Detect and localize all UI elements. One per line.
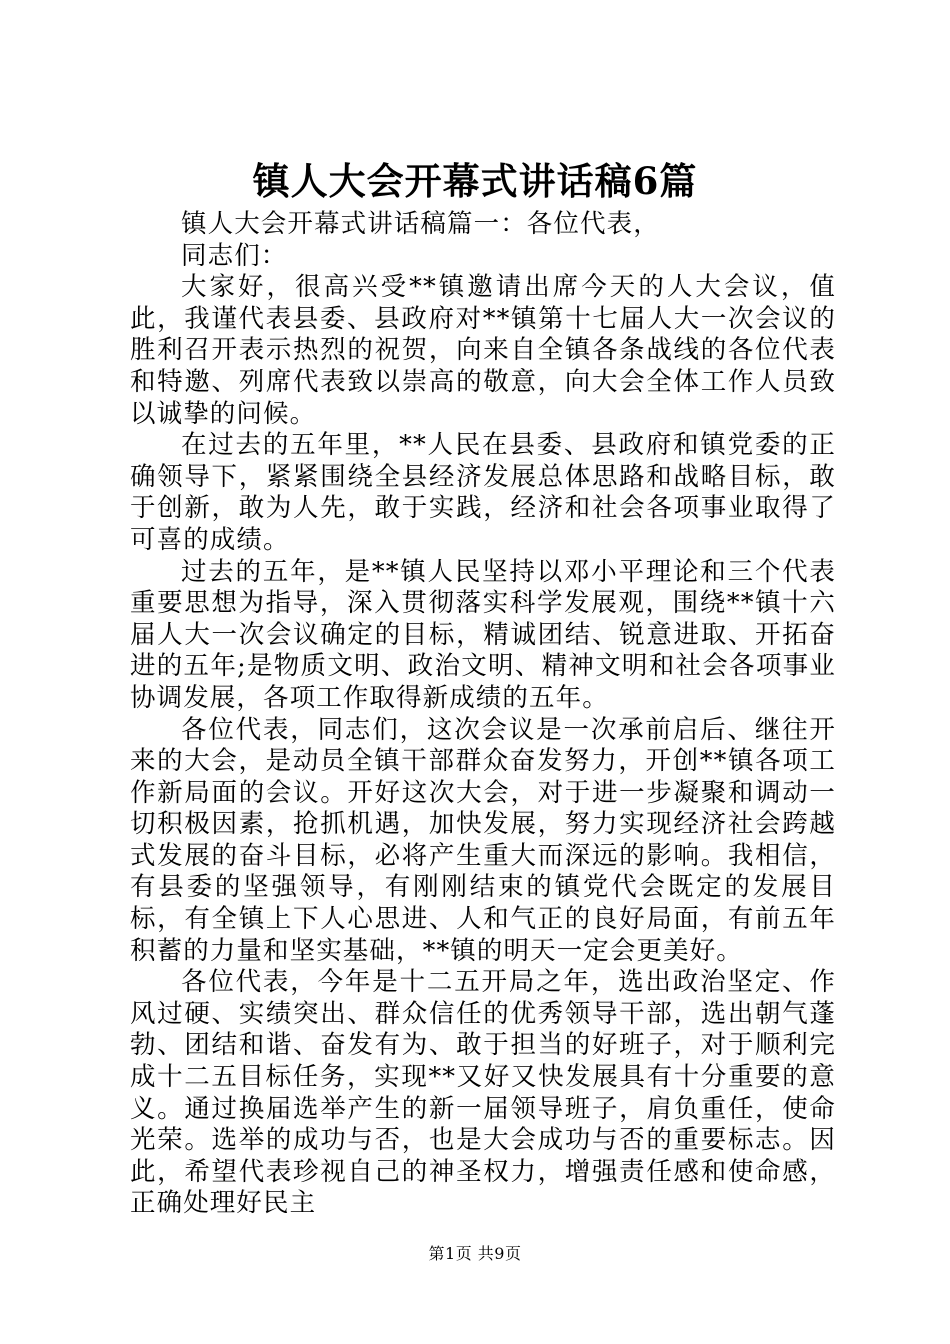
paragraph: 同志们： [181,240,288,271]
paragraph: 各位代表，今年是十二五开局之年，选出政治坚定、作风过硬、实绩突出、群众信任的优秀领导干部，选出朝气蓬勃、团结和谐、奋发有为、敢于担当的好班子，对于顺利完成十二五目标任务，实现**又好又快发展具有十分重要的意义。通过换届选举产生的新一届领导班子，肩负重任，使命光荣。选举的成功与否，也是大会成功与否的重要标志。因此，希望代表珍视自己的神圣权力，增强责任感和使命感，正确处理好民主 [130,967,836,1219]
paragraph: 镇人大会开幕式讲话稿篇一：各位代表， [181,209,660,239]
paragraph: 大家好，很高兴受**镇邀请出席今天的人大会议，值此，我谨代表县委、县政府对**镇第十七届人大一次会议的胜利召开表示热烈的祝贺，向来自全镇各条战线的各位代表和特邀、列席代表致以崇高的敬意，向大会全体工作人员致以诚挚的问候。 [130,272,836,429]
paragraph: 过去的五年，是**镇人民坚持以邓小平理论和三个代表重要思想为指导，深入贯彻落实科学发展观，围绕**镇十六届人大一次会议确定的目标，精诚团结、锐意进取、开拓奋进的五年;是物质文明、政治文明、精神文明和社会各项事业协调发展，各项工作取得新成绩的五年。 [130,556,836,713]
document-body [130,209,836,1220]
paragraph: 各位代表，同志们，这次会议是一次承前启后、继往开来的大会，是动员全镇干部群众奋发努力，开创**镇各项工作新局面的会议。开好这次大会，对于进一步凝聚和调动一切积极因素，抢抓机遇，加快发展，努力实现经济社会跨越式发展的奋斗目标，必将产生重大而深远的影响。我相信，有县委的坚强领导，有刚刚结束的镇党代会既定的发展目标，有全镇上下人心思进、人和气正的良好局面，有前五年积蓄的力量和坚实基础，**镇的明天一定会更美好。 [130,714,836,966]
paragraph: 在过去的五年里，**人民在县委、县政府和镇党委的正确领导下，紧紧围绕全县经济发展总体思路和战略目标，敢于创新，敢为人先，敢于实践，经济和社会各项事业取得了可喜的成绩。 [130,430,836,555]
document-title: 镇人大会开幕式讲话稿6篇 [252,159,698,203]
page-number-footer: 第1页 共9页 [428,1244,522,1263]
